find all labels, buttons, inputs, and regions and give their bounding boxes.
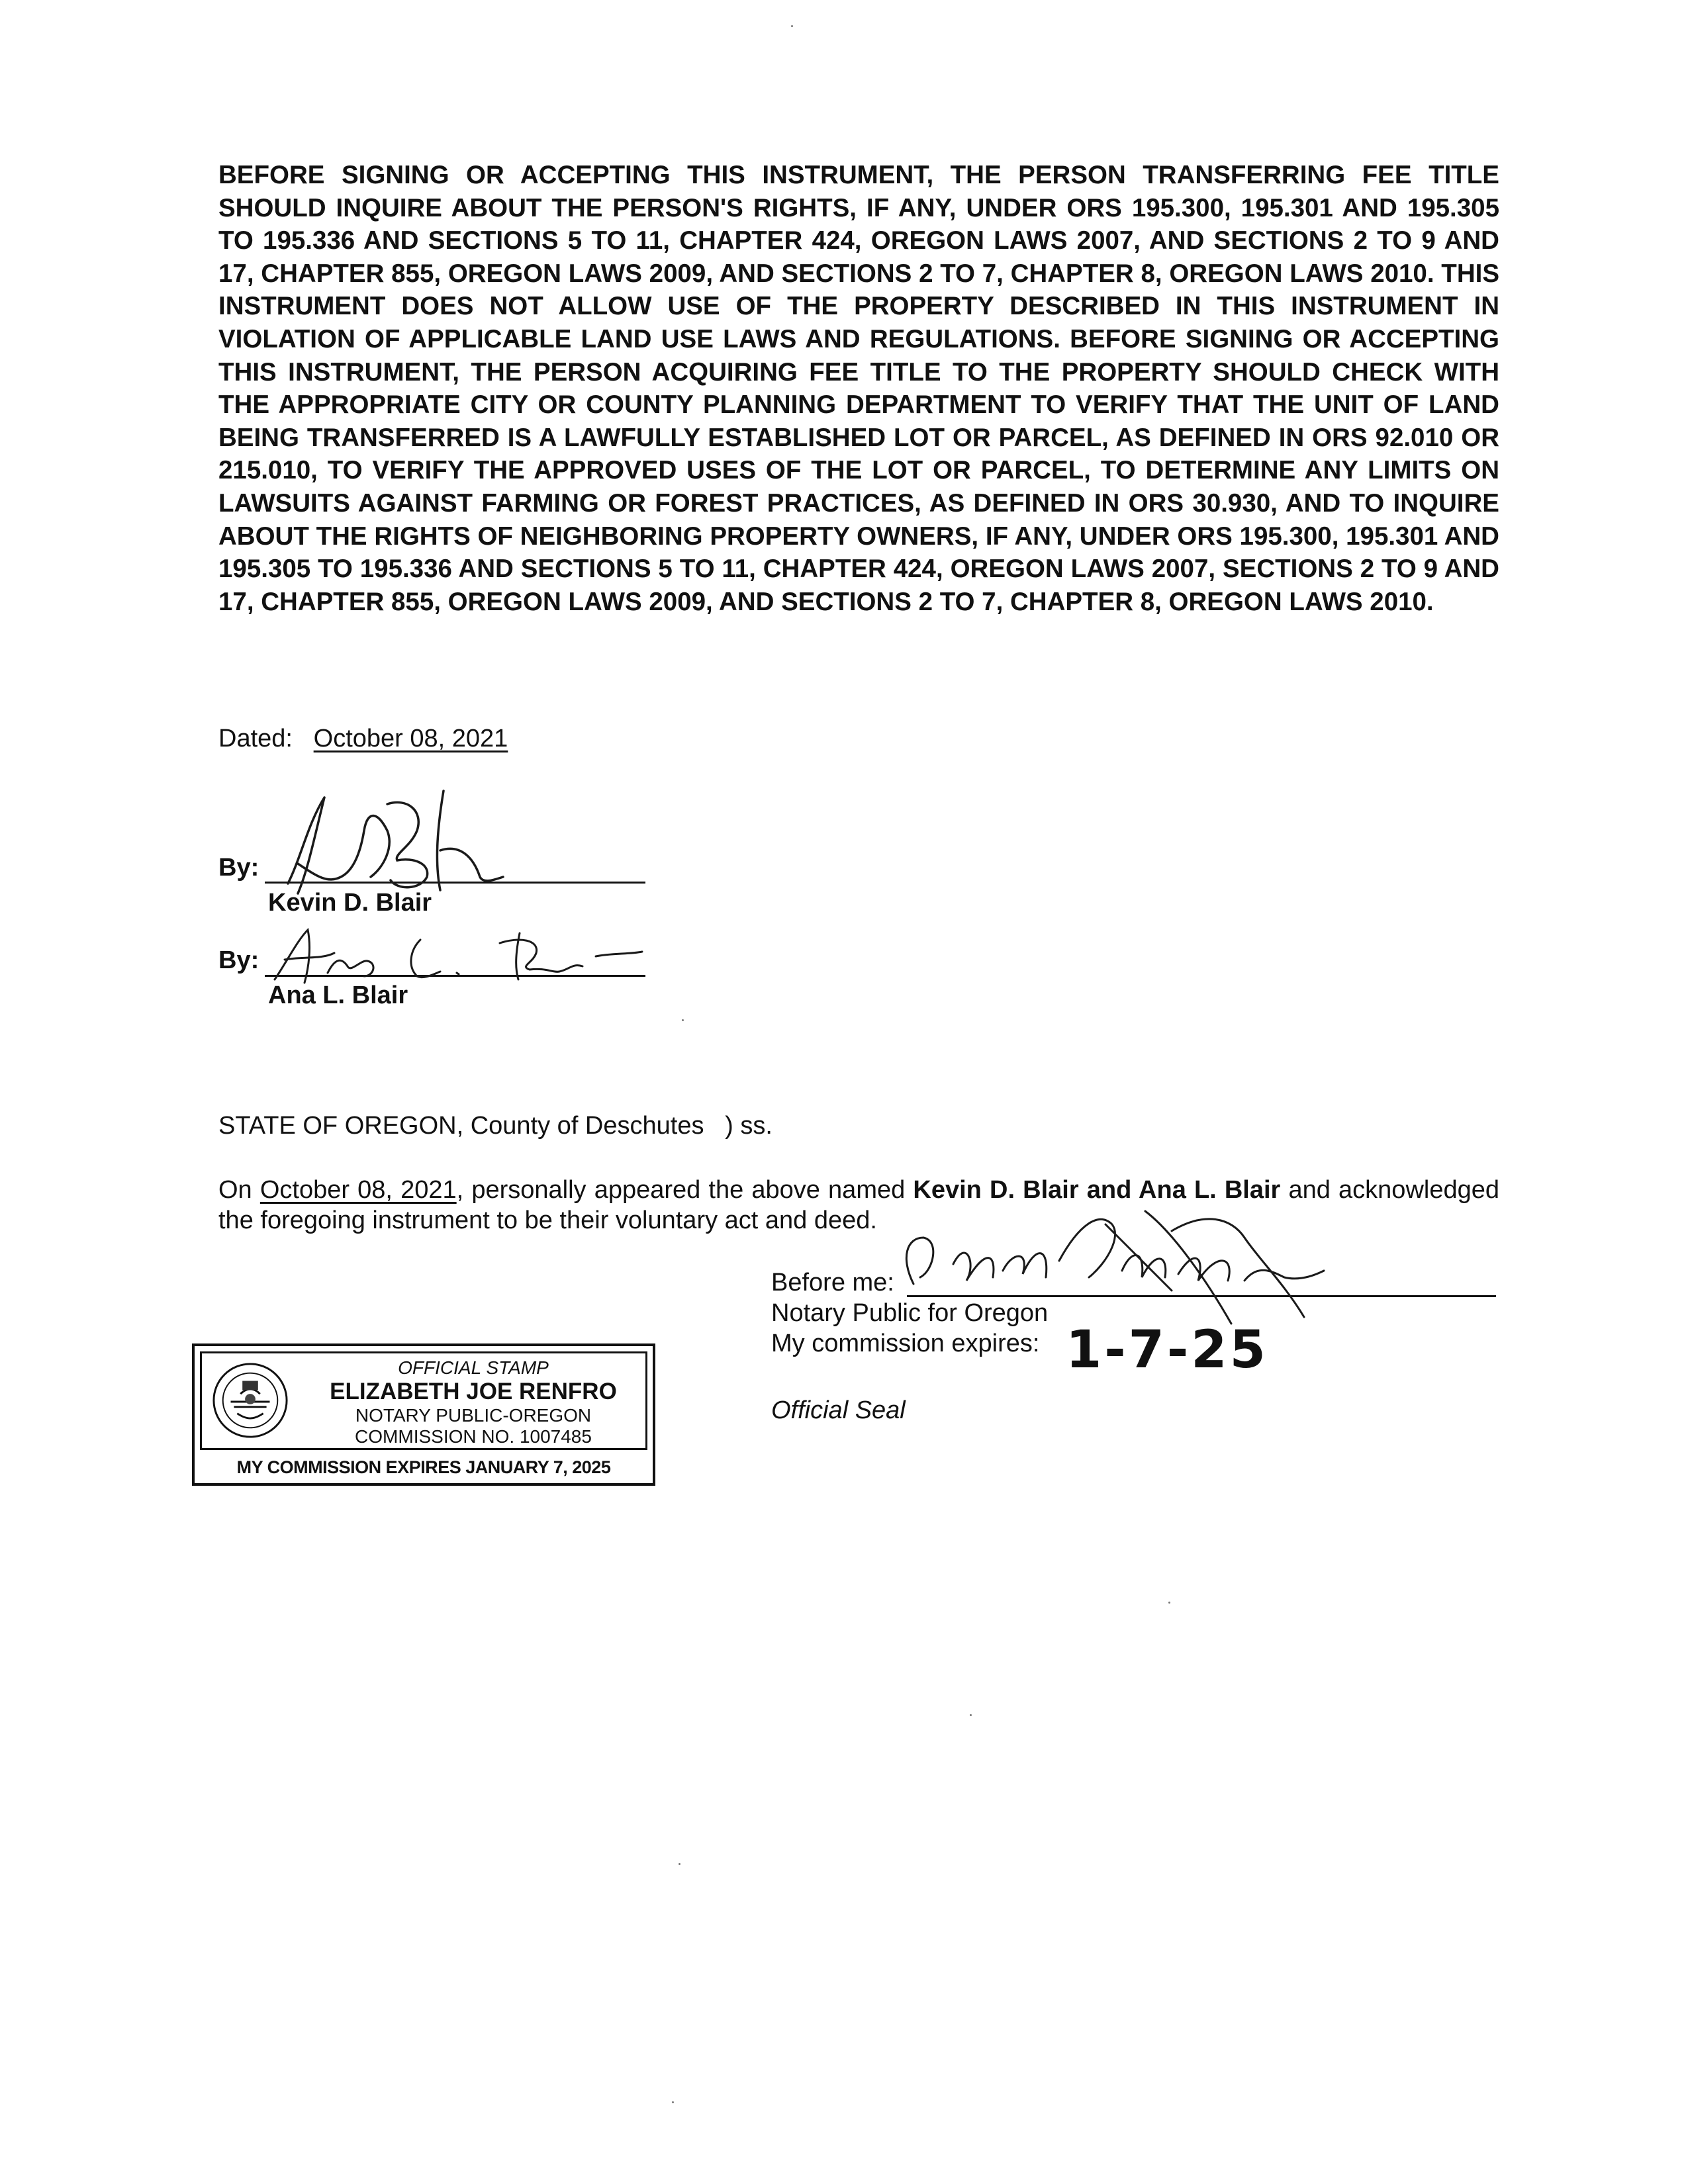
scan-speck [791, 25, 793, 27]
notary-stamp-text [301, 1357, 645, 1447]
notary-title: Notary Public for Oregon [771, 1299, 1049, 1327]
signer-1-name: Kevin D. Blair [268, 889, 432, 917]
ack-prefix: On [218, 1176, 252, 1204]
signer-2-name: Ana L. Blair [268, 981, 408, 1009]
stamp-notary-public-line: NOTARY PUBLIC-OREGON [355, 1405, 592, 1426]
scan-speck [672, 2101, 674, 2103]
notary-signature-handwriting [861, 1185, 1390, 1370]
stamp-commission-expires: MY COMMISSION EXPIRES JANUARY 7, 2025 [236, 1457, 611, 1477]
venue-state: STATE OF OREGON, County of Deschutes [218, 1112, 704, 1140]
ack-suffix: and acknowledged the foregoing instrument to be their voluntary act and deed. [218, 1176, 1499, 1234]
venue-line [218, 1112, 773, 1140]
before-me-label: Before me: [771, 1269, 894, 1297]
scan-speck [682, 1019, 684, 1021]
signature-2-by-label: By: [218, 946, 259, 974]
signature-1-by-label: By: [218, 854, 259, 882]
stamp-commission-number: COMMISSION NO. 1007485 [355, 1426, 592, 1447]
ack-middle: , personally appeared the above named [456, 1176, 906, 1204]
ack-names: Kevin D. Blair and Ana L. Blair [913, 1176, 1281, 1204]
scan-speck [1168, 1602, 1170, 1604]
commission-expires-handwritten: 1-7-25 [1066, 1320, 1268, 1380]
stamp-title: OFFICIAL STAMP [398, 1357, 549, 1378]
dated-line [218, 725, 508, 753]
dated-label: Dated: [218, 725, 293, 752]
stamp-notary-name: ELIZABETH JOE RENFRO [330, 1379, 617, 1404]
ack-date: October 08, 2021 [259, 1176, 457, 1204]
venue-ss: ) ss. [725, 1112, 773, 1140]
scan-speck [970, 1714, 972, 1716]
dated-value: October 08, 2021 [313, 725, 508, 752]
oregon-state-seal-icon [211, 1361, 289, 1439]
notary-stamp [192, 1343, 655, 1486]
scan-speck [679, 1863, 680, 1865]
official-seal-label: Official Seal [771, 1396, 906, 1424]
commission-expires-label: My commission expires: [771, 1330, 1040, 1357]
land-use-disclaimer: BEFORE SIGNING OR ACCEPTING THIS INSTRUMENT, THE PERSON TRANSFERRING FEE TITLE SHOULD INQUIRE ABOUT THE PERSON'S RIGHTS, IF ANY, UNDER ORS 195.300, 195.301 AND 195.305 TO 195.336 AND SECTIONS 5 TO 11, CHAPTER 424, OREGON LAWS 2007, AND SECTIONS 2 TO 9 AND 17, CHAPTER 855, OREGON LAWS 2009, AND SECTIONS 2 TO 7, CHAPTER 8, OREGON LAWS 2010. THIS INSTRUMENT DOES NOT ALLOW USE OF THE PROPERTY DESCRIBED IN THIS INSTRUMENT IN VIOLATION OF APPLICABLE LAND USE LAWS AND REGULATIONS. BEFORE SIGNING OR ACCEPTING THIS INSTRUMENT, THE PERSON ACQUIRING FEE TITLE TO THE PROPERTY SHOULD CHECK WITH THE APPROPRIATE CITY OR COUNTY PLANNING DEPARTMENT TO VERIFY THAT THE UNIT OF LAND BEING TRANSFERRED IS A LAWFULLY ESTABLISHED LOT OR PARCEL, AS DEFINED IN ORS 92.010 OR 215.010, TO VERIFY THE APPROVED USES OF THE LOT OR PARCEL, TO DETERMINE ANY LIMITS ON LAWSUITS AGAINST FARMING OR FOREST PRACTICES, AS DEFINED IN ORS 30.930, AND TO INQUIRE ABOUT THE RIGHTS OF NEIGHBORING PROPERTY OWNERS, IF ANY, UNDER ORS 195.300, 195.301 AND 195.305 TO 195.336 AND SECTIONS 5 TO 11, CHAPTER 424, OREGON LAWS 2007, SECTIONS 2 TO 9 AND 17, CHAPTER 855, OREGON LAWS 2009, AND SECTIONS 2 TO 7, CHAPTER 8, OREGON LAWS 2010. [218, 161, 1499, 616]
notary-stamp-inner-border [200, 1351, 647, 1450]
